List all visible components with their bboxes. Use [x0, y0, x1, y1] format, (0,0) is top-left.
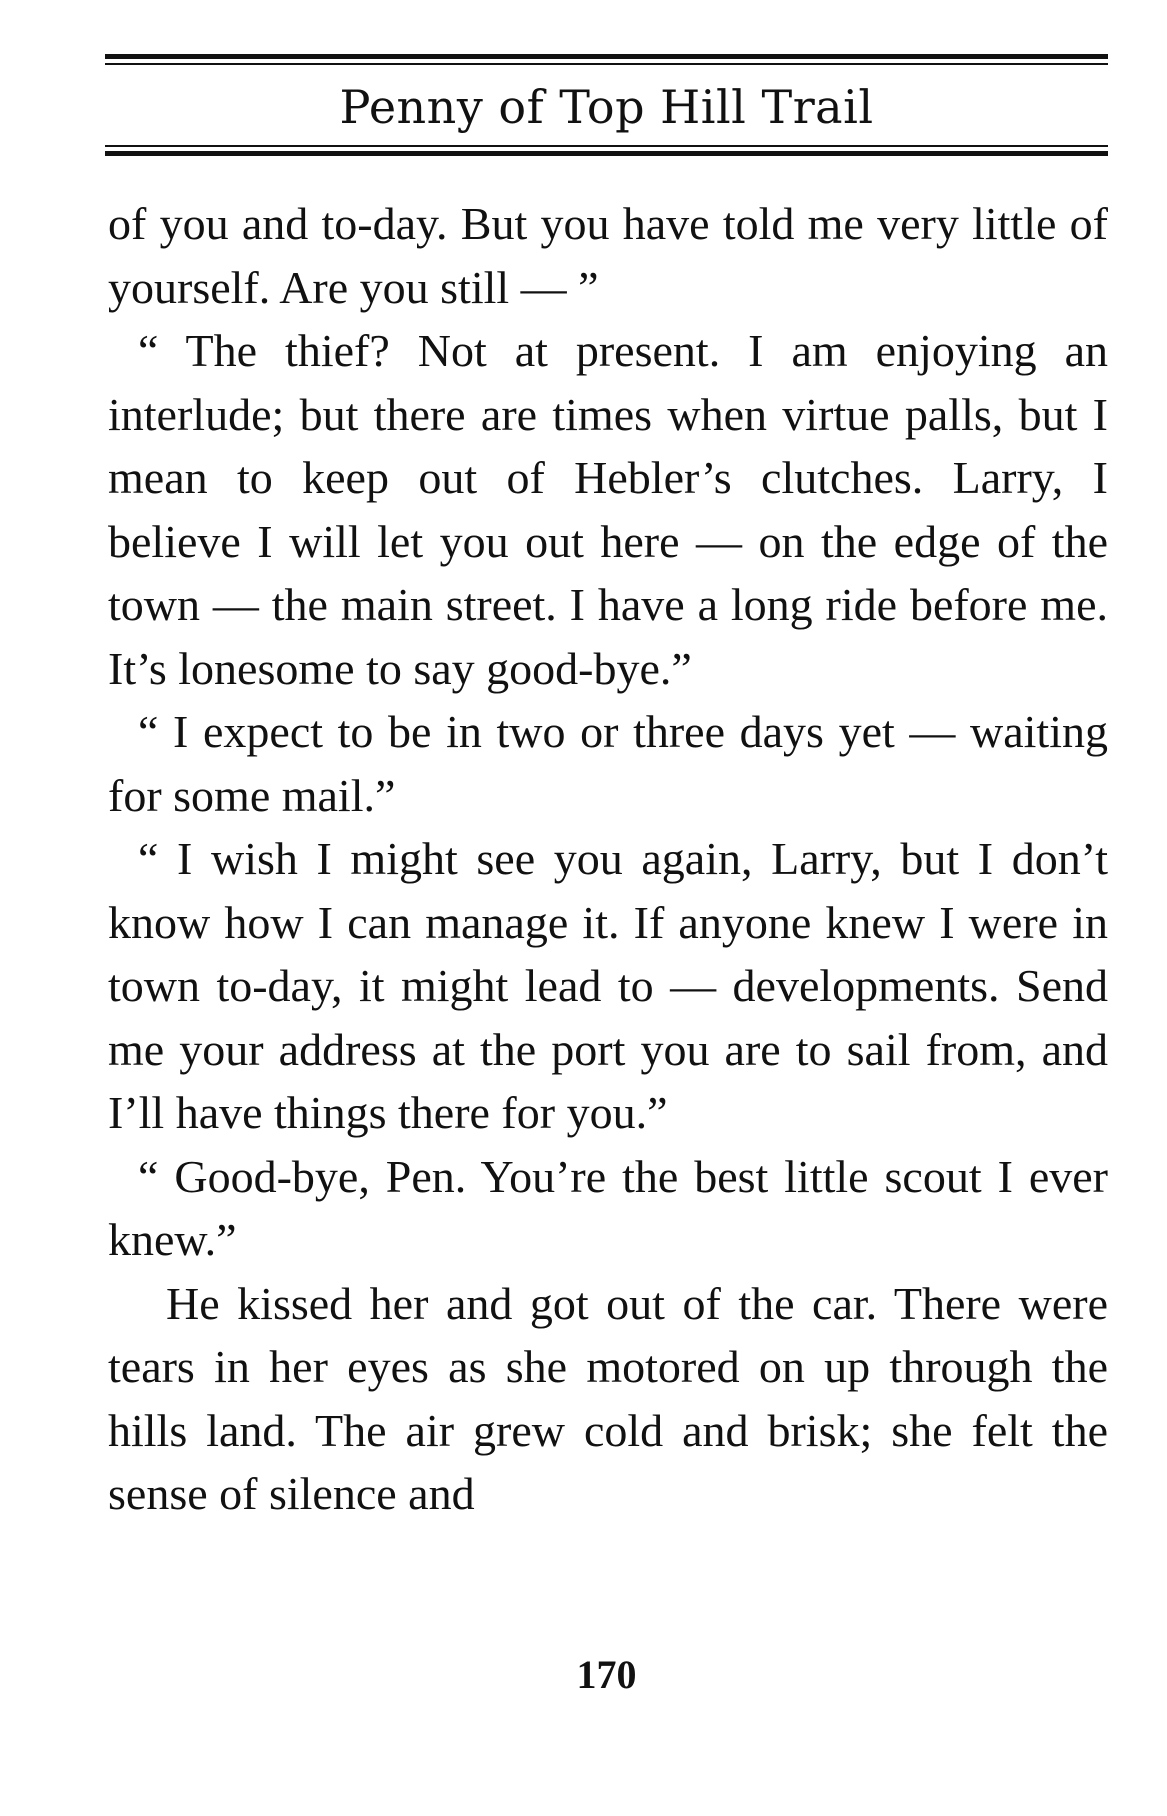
paragraph-6: He kissed her and got out of the car. There were tears in her eyes as she motored on up through the hills land. The air grew cold and brisk; she felt the sense of silence and	[108, 1277, 1108, 1519]
paragraph-4: “ I wish I might see you again, Larry, but I don’t know how I can manage it. If anyone knew I were in town to-day, it might lead to — developments. Send me your address at the port you are to sail from, and I’ll have things there for you.”	[108, 833, 1108, 1138]
header-rule-bottom-thick	[105, 151, 1108, 156]
running-head-title: Penny of Top Hill Trail	[339, 80, 874, 134]
header-rule-bottom-thin	[105, 145, 1108, 147]
paragraph-2: “ The thief? Not at present. I am enjoying an interlude; but there are times when virtue palls, but I mean to keep out of Hebler’s clutches. Larry, I believe I will let you out here — on the edge of the town — the main street. I have a long ride before me. It’s lonesome to say good-bye.”	[108, 325, 1108, 694]
paragraph-3: “ I expect to be in two or three days yet — waiting for some mail.”	[108, 706, 1108, 821]
header-rule-top-thick	[105, 54, 1108, 59]
body-text	[108, 192, 1108, 1526]
header-rule-top	[105, 54, 1108, 65]
header-rule-bottom	[105, 145, 1108, 156]
header-rule-top-thin	[105, 63, 1108, 65]
paragraph-1: of you and to-day. But you have told me very little of yourself. Are you still — ”	[108, 198, 1108, 313]
page-number: 170	[576, 1652, 637, 1697]
paragraph-5: “ Good-bye, Pen. You’re the best little scout I ever knew.”	[108, 1150, 1108, 1265]
